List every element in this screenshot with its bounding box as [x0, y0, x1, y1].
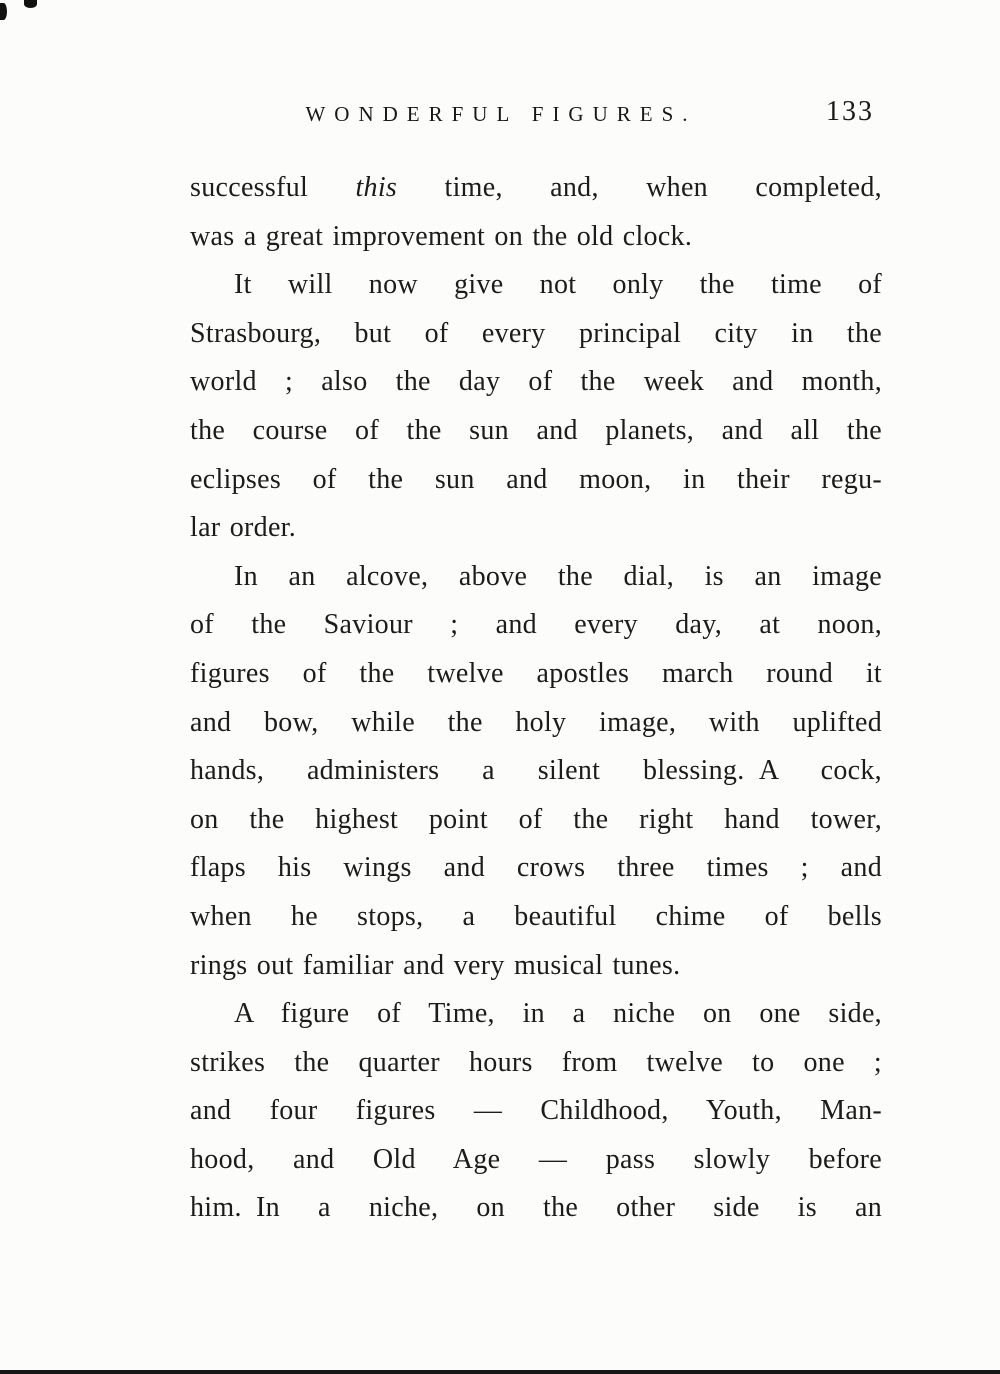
- text-line: [190, 456, 882, 505]
- text-line: [190, 358, 882, 407]
- text-segment: on the highest point of the right hand tower,: [190, 803, 882, 835]
- text-line: [190, 1136, 882, 1185]
- text-line: [190, 1087, 882, 1136]
- text-segment: of the Saviour ; and every day, at noon,: [190, 609, 882, 641]
- text-segment: A figure of Time, in a niche on one side,: [234, 998, 882, 1030]
- text-segment: strikes the quarter hours from twelve to one ;: [190, 1046, 882, 1078]
- text-line: [190, 310, 882, 359]
- text-line: [190, 796, 882, 845]
- running-title: WONDERFUL FIGURES.: [305, 102, 697, 126]
- text-segment: It will now give not only the time of: [234, 269, 882, 301]
- text-line: [190, 553, 882, 602]
- text-line: [190, 844, 882, 893]
- text-line: [190, 942, 882, 991]
- text-line: [190, 1039, 882, 1088]
- text-segment: the course of the sun and planets, and all the: [190, 414, 882, 446]
- text-line: [190, 213, 882, 262]
- page-number: 133: [826, 96, 874, 127]
- text-segment: when he stops, a beautiful chime of bells: [190, 900, 882, 932]
- text-segment: figures of the twelve apostles march round it: [190, 657, 882, 689]
- text-line: [190, 164, 882, 213]
- text-line: [190, 747, 882, 796]
- text-segment: lar order.: [190, 512, 297, 544]
- text-segment: eclipses of the sun and moon, in their regu-: [190, 463, 882, 495]
- text-segment: was a great improvement on the old clock.: [190, 220, 693, 252]
- scan-artifact: [0, 3, 7, 20]
- text-segment: and four figures — Childhood, Youth, Man-: [190, 1095, 882, 1127]
- text-block: [190, 164, 882, 1233]
- text-line: [190, 504, 882, 553]
- scan-edge-line: [0, 1370, 1000, 1374]
- text-segment: flaps his wings and crows three times ; and: [190, 852, 882, 884]
- text-segment: and bow, while the holy image, with uplifted: [190, 706, 882, 738]
- text-segment: world ; also the day of the week and month,: [190, 366, 882, 398]
- text-line: [190, 893, 882, 942]
- text-segment: In an alcove, above the dial, is an image: [234, 560, 882, 592]
- text-segment: rings out familiar and very musical tunes.: [190, 949, 681, 981]
- text-line: [190, 261, 882, 310]
- page-header: [190, 96, 882, 132]
- scan-artifact: [24, 0, 37, 8]
- text-segment: Strasbourg, but of every principal city in the: [190, 317, 882, 349]
- text-segment: hands, administers a silent blessing. A cock,: [190, 755, 882, 787]
- text-line: [190, 650, 882, 699]
- text-line: [190, 407, 882, 456]
- text-segment: time, and, when completed,: [397, 172, 882, 203]
- text-segment: hood, and Old Age — pass slowly before: [190, 1143, 882, 1175]
- italic-text: this: [355, 172, 398, 203]
- text-line: [190, 1184, 882, 1233]
- text-segment: him. In a niche, on the other side is an: [190, 1192, 882, 1224]
- text-line: [190, 699, 882, 748]
- text-line: [190, 990, 882, 1039]
- text-segment: successful: [190, 172, 356, 203]
- text-line: [190, 601, 882, 650]
